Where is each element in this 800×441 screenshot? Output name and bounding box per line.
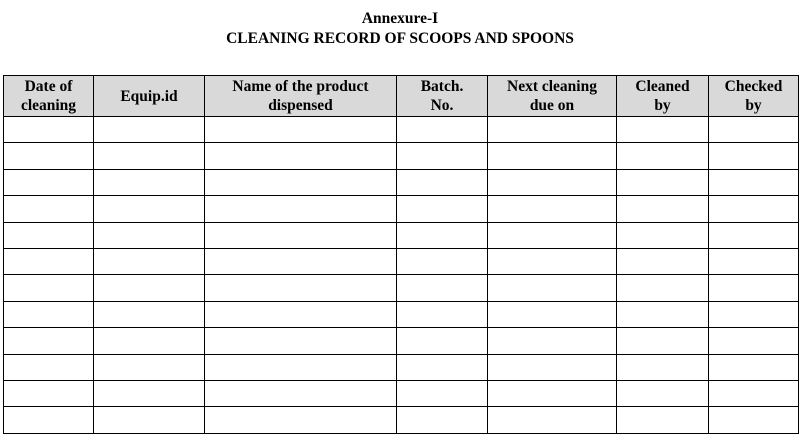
table-cell[interactable]	[709, 301, 799, 327]
table-cell[interactable]	[94, 301, 205, 327]
table-cell[interactable]	[397, 301, 488, 327]
table-row	[4, 169, 799, 195]
table-cell[interactable]	[397, 354, 488, 380]
table-row	[4, 222, 799, 248]
header-line: dispensed	[268, 97, 333, 114]
table-cell[interactable]	[617, 354, 709, 380]
table-row	[4, 275, 799, 301]
table-row	[4, 407, 799, 433]
header-line: Batch.	[420, 78, 464, 95]
header-line: cleaning	[20, 97, 77, 114]
table-cell[interactable]	[488, 328, 617, 354]
table-row	[4, 196, 799, 222]
header-line: Checked	[724, 78, 783, 95]
table-cell[interactable]	[488, 380, 617, 406]
table-cell[interactable]	[709, 222, 799, 248]
header-cleaned-by	[617, 76, 709, 117]
table-cell[interactable]	[488, 222, 617, 248]
header-line: Equip.id	[120, 87, 178, 105]
table-cell[interactable]	[488, 169, 617, 195]
table-cell[interactable]	[205, 301, 397, 327]
table-cell[interactable]	[617, 407, 709, 433]
table-cell[interactable]	[94, 222, 205, 248]
table-cell[interactable]	[617, 117, 709, 143]
table-cell[interactable]	[4, 328, 94, 354]
table-row	[4, 248, 799, 274]
header-equip-id	[94, 76, 205, 117]
header-line: No.	[430, 97, 454, 114]
table-cell[interactable]	[397, 248, 488, 274]
header-line: by	[654, 97, 671, 114]
header-batch-no	[397, 76, 488, 117]
table-cell[interactable]	[205, 275, 397, 301]
table-cell[interactable]	[397, 143, 488, 169]
table-cell[interactable]	[397, 380, 488, 406]
table-cell[interactable]	[617, 143, 709, 169]
table-cell[interactable]	[709, 407, 799, 433]
table-cell[interactable]	[4, 169, 94, 195]
table-cell[interactable]	[617, 169, 709, 195]
table-cell[interactable]	[617, 380, 709, 406]
table-cell[interactable]	[488, 407, 617, 433]
table-cell[interactable]	[94, 169, 205, 195]
table-row	[4, 354, 799, 380]
table-cell[interactable]	[205, 143, 397, 169]
table-cell[interactable]	[205, 248, 397, 274]
document-title: CLEANING RECORD OF SCOOPS AND SPOONS	[226, 30, 574, 47]
header-product-name	[205, 76, 397, 117]
table-cell[interactable]	[617, 275, 709, 301]
table-cell[interactable]	[94, 328, 205, 354]
table-cell[interactable]	[488, 301, 617, 327]
table-cell[interactable]	[94, 117, 205, 143]
table-cell[interactable]	[617, 222, 709, 248]
table-cell[interactable]	[94, 143, 205, 169]
table-cell[interactable]	[205, 222, 397, 248]
table-cell[interactable]	[709, 380, 799, 406]
table-cell[interactable]	[94, 407, 205, 433]
table-cell[interactable]	[709, 143, 799, 169]
table-cell[interactable]	[397, 169, 488, 195]
table-cell[interactable]	[94, 275, 205, 301]
table-cell[interactable]	[4, 143, 94, 169]
header-line: due on	[529, 97, 575, 114]
table-header-row	[4, 76, 799, 117]
table-row	[4, 301, 799, 327]
cleaning-record-table	[3, 75, 799, 434]
table-cell[interactable]	[617, 196, 709, 222]
table-cell[interactable]	[94, 248, 205, 274]
table-cell[interactable]	[617, 328, 709, 354]
table-cell[interactable]	[397, 222, 488, 248]
table-cell[interactable]	[205, 407, 397, 433]
table-cell[interactable]	[397, 275, 488, 301]
table-cell[interactable]	[4, 354, 94, 380]
table-cell[interactable]	[709, 117, 799, 143]
header-line: Date of	[24, 78, 73, 95]
table-cell[interactable]	[709, 275, 799, 301]
table-cell[interactable]	[709, 196, 799, 222]
table-cell[interactable]	[205, 117, 397, 143]
table-cell[interactable]	[397, 407, 488, 433]
table-cell[interactable]	[4, 222, 94, 248]
table-cell[interactable]	[205, 354, 397, 380]
table-cell[interactable]	[4, 248, 94, 274]
table-cell[interactable]	[617, 301, 709, 327]
header-line: by	[745, 97, 762, 114]
header-date-of-cleaning	[4, 76, 94, 117]
table-cell[interactable]	[205, 169, 397, 195]
table-cell[interactable]	[709, 328, 799, 354]
table-body	[4, 117, 799, 434]
table-cell[interactable]	[4, 196, 94, 222]
table-cell[interactable]	[709, 169, 799, 195]
header-line: Name of the product	[232, 78, 369, 95]
table-row	[4, 380, 799, 406]
table-cell[interactable]	[397, 328, 488, 354]
table-cell[interactable]	[488, 196, 617, 222]
table-cell[interactable]	[94, 196, 205, 222]
table-row	[4, 328, 799, 354]
table-cell[interactable]	[4, 380, 94, 406]
header-line: Next cleaning	[507, 78, 597, 95]
annexure-label: Annexure-I	[361, 10, 439, 27]
table-cell[interactable]	[488, 275, 617, 301]
table-cell[interactable]	[709, 248, 799, 274]
table-cell[interactable]	[205, 380, 397, 406]
header-checked-by	[709, 76, 799, 117]
table-cell[interactable]	[94, 354, 205, 380]
header-line: Cleaned	[635, 78, 690, 95]
table-cell[interactable]	[397, 117, 488, 143]
table-cell[interactable]	[617, 248, 709, 274]
table-cell[interactable]	[205, 328, 397, 354]
table-cell[interactable]	[94, 380, 205, 406]
table-row	[4, 143, 799, 169]
table-cell[interactable]	[488, 143, 617, 169]
table-row	[4, 117, 799, 143]
table-cell[interactable]	[4, 301, 94, 327]
table-cell[interactable]	[4, 275, 94, 301]
table-cell[interactable]	[488, 354, 617, 380]
table-cell[interactable]	[4, 407, 94, 433]
table-cell[interactable]	[4, 117, 94, 143]
table-cell[interactable]	[488, 117, 617, 143]
document-header	[0, 9, 800, 49]
table-cell[interactable]	[488, 248, 617, 274]
table-cell[interactable]	[205, 196, 397, 222]
table-cell[interactable]	[397, 196, 488, 222]
header-next-cleaning-due	[488, 76, 617, 117]
table-cell[interactable]	[709, 354, 799, 380]
